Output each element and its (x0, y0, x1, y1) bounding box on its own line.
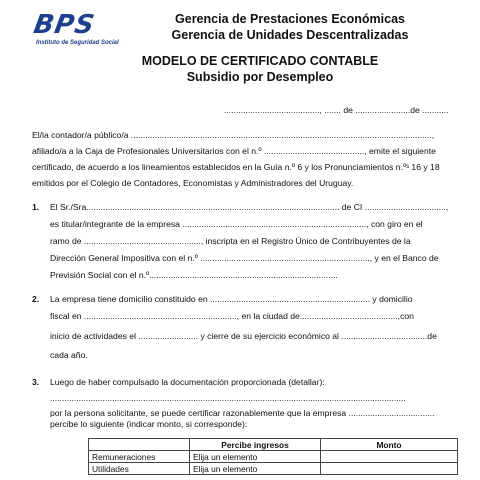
section-line: fiscal en ................................................................, en la ciudad de.........................................,con (50, 311, 414, 321)
income-select[interactable]: Elija un elemento (190, 451, 321, 463)
intro-line: emitidos por el Colegio de Contadores, Economistas y Administradores del Uruguay. (32, 178, 354, 188)
section-number: 2. (32, 294, 40, 304)
logo-subtitle: Instituto de Seguridad Social (36, 40, 119, 46)
table-header (89, 439, 190, 451)
table-header: Percibe ingresos (190, 439, 321, 451)
date-line: ........................................, ....... de .......................de ........... (224, 105, 449, 115)
section-line: por la persona solicitante, se puede certificar razonablemente que la empresa .................................... (50, 408, 435, 418)
section-line: El Sr./Sra.......................................................................................................... de CI .................................., (50, 202, 449, 212)
intro-line: afiliado/a a la Caja de Profesionales Universitarios con el n.º .........................................., emite el siguiente (32, 146, 436, 156)
section-line: Previsión Social con el n.º............................................................................... (50, 270, 338, 280)
section-line: inicio de actividades el ......................... y cierre de su ejercicio económico al ....................................de (50, 331, 437, 341)
income-table (88, 438, 458, 475)
table-header-row (89, 439, 458, 451)
org-line-1: Gerencia de Prestaciones Económicas (175, 12, 405, 26)
section-line: La empresa tiene domicilio constituido en ................................................................... y domicilio (50, 294, 413, 304)
table-cell-label: Remuneraciones (89, 451, 190, 463)
section-line: ..................................................................................................................................................... (50, 393, 406, 403)
table-header: Monto (321, 439, 458, 451)
table-row (89, 463, 458, 475)
logo-wordmark: BPS (31, 10, 98, 40)
amount-field[interactable] (321, 463, 458, 475)
income-select[interactable]: Elija un elemento (190, 463, 321, 475)
section-number: 3. (32, 377, 40, 387)
document-title: MODELO DE CERTIFICADO CONTABLE (141, 54, 379, 68)
intro-line: certificado, de acuerdo a los lineamientos establecidos en la Guía n.º 6 y los Pronunciamientos n.ºˢ 16 y 18 (32, 162, 440, 172)
section-line: es titular/integrante de la empresa ............................................................................., con giro en el (50, 219, 423, 229)
section-line: Dirección General Impositiva con el n.º ......................................................................., y en el Banco de (50, 253, 439, 263)
document-subtitle: Subsidio por Desempleo (186, 70, 334, 84)
section-line: cada año. (50, 350, 88, 360)
section-line: Luego de haber compulsado la documentación proporcionada (detallar): (50, 377, 325, 387)
bps-logo (31, 10, 144, 50)
intro-line: El/la contador/a público/a .............................................................................................................................., (32, 130, 435, 140)
table-cell-label: Utilidades (89, 463, 190, 475)
table-row (89, 451, 458, 463)
section-number: 1. (32, 202, 40, 212)
section-line: ramo de ................................................., inscripta en el Registro Único de Contribuyentes de la (50, 236, 411, 246)
org-line-2: Gerencia de Unidades Descentralizadas (171, 28, 409, 42)
amount-field[interactable] (321, 451, 458, 463)
section-line: percibe lo siguiente (indicar monto, si corresponde): (50, 419, 248, 429)
